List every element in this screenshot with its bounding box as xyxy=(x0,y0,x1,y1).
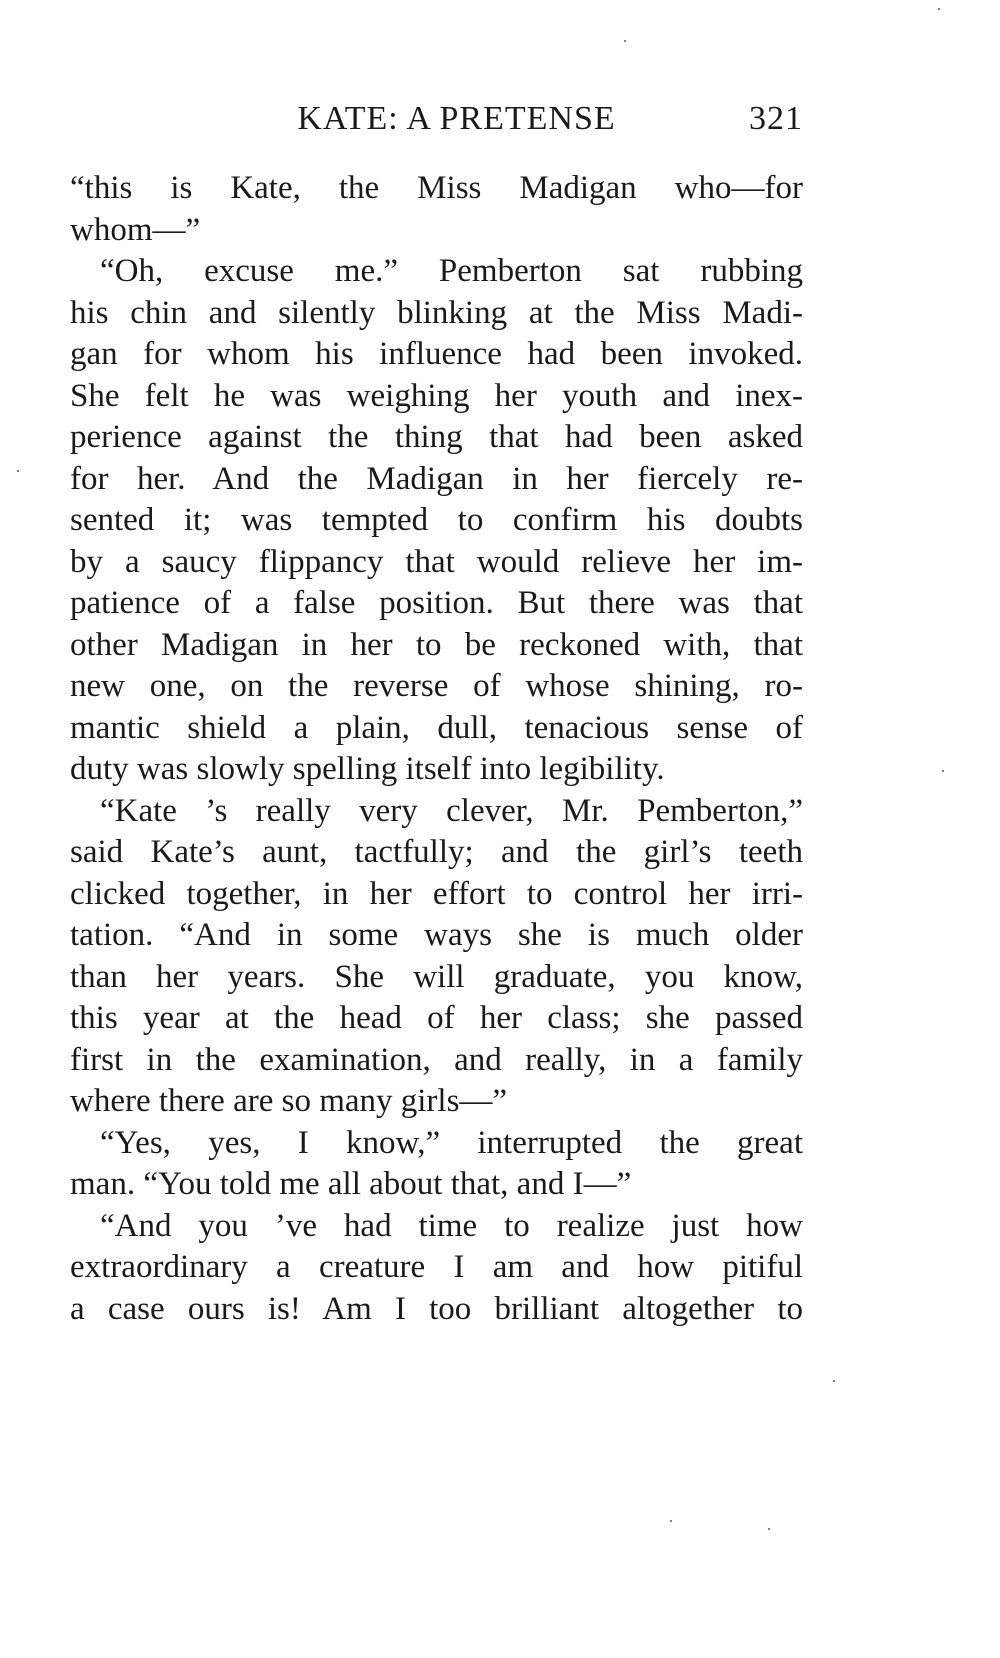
text-line: clicked together, in her effort to control her irri- xyxy=(70,875,803,912)
text-line: gan for whom his influence had been invoked. xyxy=(70,336,803,372)
text-line: “And you ’ve had time to realize just how xyxy=(100,1207,803,1244)
text-line: “Oh, excuse me.” Pemberton sat rubbing xyxy=(100,253,803,289)
text-line: than her years. She will graduate, you know, xyxy=(70,958,803,995)
running-header xyxy=(70,100,803,144)
text-line: “this is Kate, the Miss Madigan who—for xyxy=(70,170,803,206)
scan-speck xyxy=(624,40,626,42)
text-line: a case ours is! Am I too brilliant altogether to xyxy=(70,1290,803,1327)
text-line: whom—” xyxy=(70,211,201,248)
text-line: new one, on the reverse of whose shining, ro- xyxy=(70,668,803,704)
text-line: sented it; was tempted to confirm his doubts xyxy=(70,502,803,538)
text-line: extraordinary a creature I am and how pitiful xyxy=(70,1249,803,1285)
scan-speck xyxy=(938,8,940,10)
text-line: his chin and silently blinking at the Miss Madi- xyxy=(70,294,803,331)
text-line: man. “You told me all about that, and I—” xyxy=(70,1166,632,1202)
text-line: for her. And the Madigan in her fiercely re- xyxy=(70,460,803,497)
page-number: 321 xyxy=(749,100,803,137)
scan-speck xyxy=(833,1380,835,1382)
text-line: “Kate ’s really very clever, Mr. Pemberton,” xyxy=(100,792,803,829)
text-line: patience of a false position. But there was that xyxy=(70,585,803,621)
text-line: “Yes, yes, I know,” interrupted the great xyxy=(100,1124,803,1161)
body-text xyxy=(70,168,803,1330)
scan-speck xyxy=(942,770,944,772)
text-line: tation. “And in some ways she is much older xyxy=(70,917,803,953)
scan-speck xyxy=(17,470,19,472)
text-line: mantic shield a plain, dull, tenacious sense of xyxy=(70,709,803,746)
text-line: perience against the thing that had been asked xyxy=(70,419,803,455)
text-line: other Madigan in her to be reckoned with, that xyxy=(70,626,803,663)
text-line: said Kate’s aunt, tactfully; and the girl’s teeth xyxy=(70,834,803,870)
scan-speck xyxy=(768,1528,770,1530)
text-line: where there are so many girls—” xyxy=(70,1083,508,1119)
text-line: duty was slowly spelling itself into legibility. xyxy=(70,751,665,787)
text-line: first in the examination, and really, in a family xyxy=(70,1041,803,1078)
scan-speck xyxy=(670,1520,672,1522)
running-title: KATE: A PRETENSE xyxy=(297,100,616,137)
text-line: this year at the head of her class; she passed xyxy=(70,1000,803,1036)
text-line: by a saucy flippancy that would relieve her im- xyxy=(70,543,803,580)
text-line: She felt he was weighing her youth and inex- xyxy=(70,377,803,414)
